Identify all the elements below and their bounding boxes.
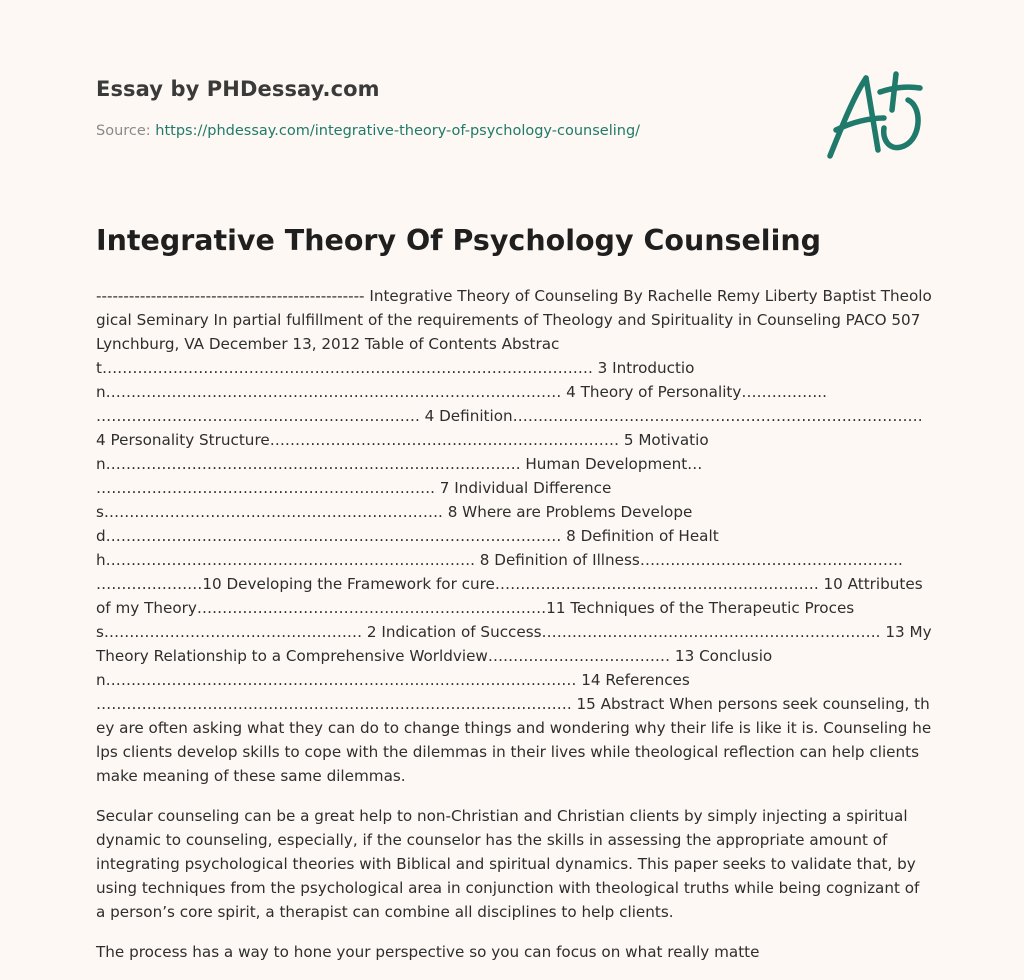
essay-paragraph-1: ------------------------------------------------- Integrative Theory of Counseling By Rachelle Remy Liberty Baptist Theological Seminary In partial fulfillment of the requirements of Theology and Spirituality in Counseling PACO 507 Lynchburg, VA December 13, 2012 Table of Contents Abstract……………………………………………………………………………………. 3 Introduction……………………………………………………………………………… 4 Theory of Personality…………….. ………………………………………………………. 4 Definition……………………………………………………………………… 4 Personality Structure…………………………………………………………… 5 Motivation………………………………………………………………………. Human Development… …………………………………………………………. 7 Individual Differences…………………………………………………………. 8 Where are Problems Developed……………………………………………………………………………… 8 Definition of Health………………………………………………………………. 8 Definition of Illness……………………………………………. …………………10 Developing the Framework for cure………………………………………………………. 10 Attributes of my Theory……………………………………………………………11 Techniques of the Therapeutic Process…………………………………………… 2 Indication of Success…………………………………………………………. 13 My Theory Relationship to a Comprehensive Worldview……………………………… 13 Conclusion………………………………………………………………………………… 14 References …………………………………………………………………………………. 15 Abstract When persons seek counseling, they are often asking what they can do to change things and wondering why their life is like it is. Counseling helps clients develop skills to cope with the dilemmas in their lives while theological reflection can help clients make meaning of these same dilemmas. xyxy=(96,287,932,785)
essay-paragraph-3: The process has a way to hone your perspective so you can focus on what really matte xyxy=(96,943,760,961)
site-brand: Essay by PHDessay.com xyxy=(96,77,380,101)
essay-title: Integrative Theory Of Psychology Counseling xyxy=(96,224,822,257)
a-plus-grade-icon xyxy=(822,66,930,166)
essay-paragraph-2: Secular counseling can be a great help to non-Christian and Christian clients by simply injecting a spiritual dynamic to counseling, especially, if the counselor has the skills in assessing the appropriate amount of integrating psychological theories with Biblical and spiritual dynamics. This paper seeks to validate that, by using techniques from the psychological area in conjunction with theological truths while being cognizant of a person’s core spirit, a therapist can combine all disciplines to help clients. xyxy=(96,807,920,921)
essay-body xyxy=(96,284,932,980)
source-link[interactable]: https://phdessay.com/integrative-theory-of-psychology-counseling/ xyxy=(155,123,641,139)
source-line xyxy=(96,123,640,139)
source-label: Source: xyxy=(96,123,156,139)
